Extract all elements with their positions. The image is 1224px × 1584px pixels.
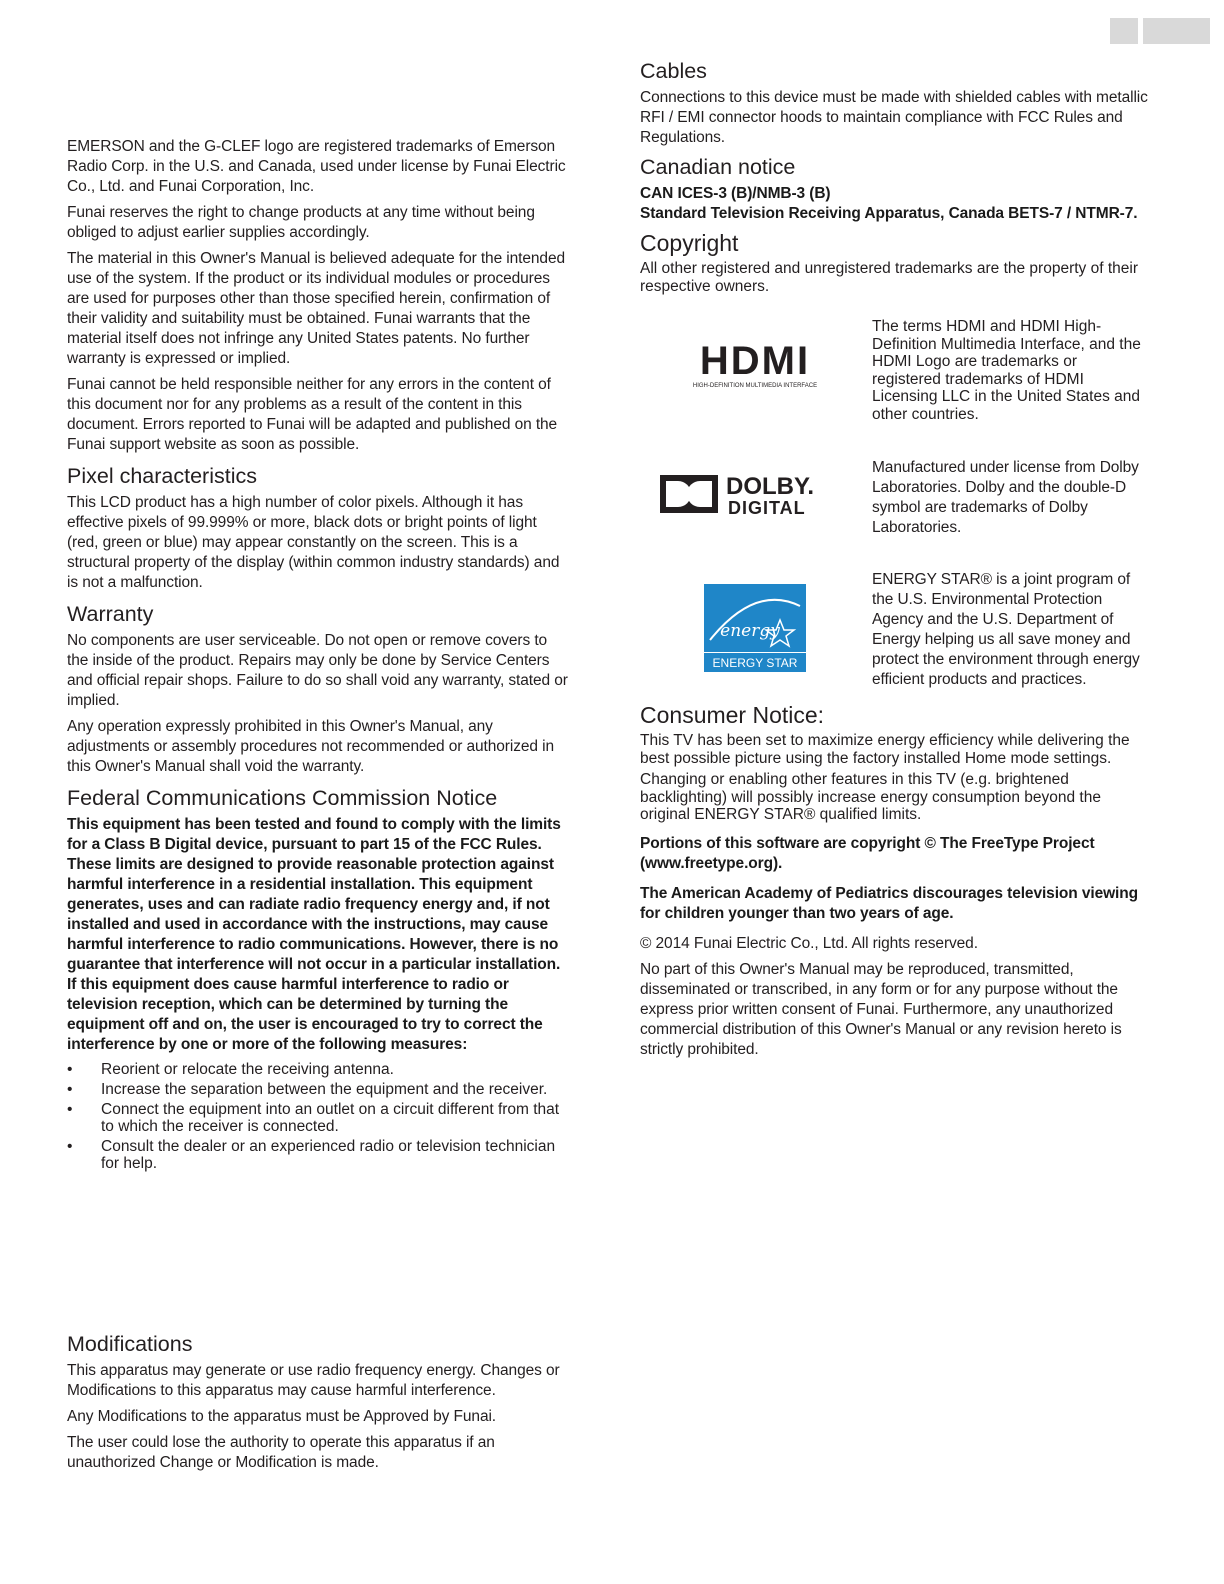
left-column: [67, 137, 572, 1175]
liability-paragraph: Funai cannot be held responsible neither for any errors in the content of this document nor for any problems as a result of the content in this document. Errors reported to Funai will be adapted and published on the Funai support website as soon as possible.: [67, 376, 558, 453]
copyright-paragraph: All other registered and unregistered trademarks are the property of their respective owners.: [640, 260, 1138, 295]
energy-star-icon: [700, 584, 810, 672]
dolby-logo: [640, 470, 870, 520]
material-paragraph: The material in this Owner's Manual is believed adequate for the intended use of the system. If the product or its individual modules or procedures are used for purposes other than those specified herein, confirmation of their validity and suitability must be obtained. Funai warrants that the material itself does not infringe any United States patents. No further warranty is expressed or implied.: [67, 250, 565, 367]
cables-paragraph: Connections to this device must be made with shielded cables with metallic RFI / EMI connector hoods to maintain compliance with FCC Rules and Regulations.: [640, 89, 1148, 146]
warranty-heading: Warranty: [67, 602, 154, 626]
previous-page-tab[interactable]: [1110, 18, 1138, 44]
dolby-block: [640, 458, 1150, 570]
modifications-heading: Modifications: [67, 1332, 193, 1356]
hdmi-logo-subtitle: HIGH-DEFINITION MULTIMEDIA INTERFACE: [692, 383, 818, 389]
right-column: [640, 58, 1150, 1066]
list-item: • Connect the equipment into an outlet on a circuit different from that to which the receiver is connected.: [67, 1101, 572, 1135]
dolby-trademark-text: Manufactured under license from Dolby Laboratories. Dolby and the double-D symbol are trademarks of Dolby Laboratories.: [872, 459, 1139, 536]
modifications-paragraph: This apparatus may generate or use radio frequency energy. Changes or Modifications to this apparatus may cause harmful interference.: [67, 1362, 560, 1399]
pixel-heading: Pixel characteristics: [67, 464, 257, 488]
hdmi-logo-icon: [665, 340, 845, 390]
canadian-heading: Canadian notice: [640, 155, 796, 179]
consumer-notice-heading: Consumer Notice:: [640, 702, 825, 728]
list-item: • Consult the dealer or an experienced radio or television technician for help.: [67, 1138, 572, 1172]
copyright-heading: Copyright: [640, 230, 739, 256]
freetype-notice: Portions of this software are copyright © The FreeType Project (www.freetype.org).: [640, 834, 1095, 872]
product-change-paragraph: Funai reserves the right to change products at any time without being obliged to adjust earlier supplies accordingly.: [67, 204, 535, 241]
dolby-logo-title: DOLBY.: [726, 473, 815, 500]
canadian-ices: CAN ICES-3 (B)/NMB-3 (B): [640, 185, 831, 202]
canadian-bets: Standard Television Receiving Apparatus, Canada BETS-7 / NTMR-7.: [640, 205, 1138, 222]
cables-heading: Cables: [640, 59, 707, 83]
hdmi-logo-text: HDMI: [699, 340, 811, 383]
energy-star-text: ENERGY STAR® is a joint program of the U.S. Environmental Protection Agency and the U.S. Department of Energy helping us all save money and protect the environment through energy efficient products and practices.: [872, 571, 1140, 688]
pixel-paragraph: This LCD product has a high number of color pixels. Although it has effective pixels of 99.999% or more, black dots or bright points of light (red, green or blue) may appear constantly on the screen. This is a structural property of the display (within common industry standards) and is not a malfunction.: [67, 494, 560, 591]
consumer-notice-backlight: Changing or enabling other features in this TV (e.g. brightened backlighting) will possibly increase energy consumption beyond the original ENERGY STAR® qualified limits.: [640, 771, 1101, 823]
energy-star-block: [640, 570, 1150, 702]
hdmi-logo: [640, 340, 870, 390]
energy-logo-label: ENERGY STAR: [712, 656, 798, 670]
dolby-logo-subtitle: DIGITAL: [728, 498, 806, 518]
energy-star-logo: [640, 584, 870, 672]
hdmi-trademark-text: The terms HDMI and HDMI High-Definition Multimedia Interface, and the HDMI Logo are trademarks or registered trademarks of HDMI Licensing LLC in the United States and other countries.: [872, 318, 1141, 423]
trademark-paragraph: EMERSON and the G-CLEF logo are registered trademarks of Emerson Radio Corp. in the U.S. and Canada, used under license by Funai Electric Co., Ltd. and Funai Corporation, Inc.: [67, 138, 566, 195]
modifications-section: [67, 1331, 572, 1479]
hdmi-block: [640, 318, 1150, 458]
modifications-approval: Any Modifications to the apparatus must be Approved by Funai.: [67, 1408, 497, 1425]
rights-reserved: © 2014 Funai Electric Co., Ltd. All rights reserved.: [640, 934, 978, 952]
fcc-measures-list: [67, 1061, 572, 1172]
warranty-paragraph: No components are user serviceable. Do not open or remove covers to the inside of the product. Repairs may only be done by Service Centers and official repair shops. Failure to do so shall void any warranty, stated or implied.: [67, 632, 568, 709]
reproduction-notice: No part of this Owner's Manual may be reproduced, transmitted, disseminated or transcribed, in any form or for any purpose without the express prior written consent of Funai. Furthermore, any unauthorized commercial distribution of this Owner's Manual or any revision hereto is strictly prohibited.: [640, 960, 1122, 1058]
list-item: • Increase the separation between the equipment and the receiver.: [67, 1081, 572, 1098]
energy-logo-script: energy: [720, 621, 780, 641]
list-item: • Reorient or relocate the receiving antenna.: [67, 1061, 572, 1078]
double-d-icon: [660, 470, 850, 520]
next-page-tab[interactable]: [1143, 18, 1210, 44]
warranty-void-paragraph: Any operation expressly prohibited in this Owner's Manual, any adjustments or assembly procedures not recommended or authorized in this Owner's Manual shall void the warranty.: [67, 718, 554, 775]
modifications-authority: The user could lose the authority to operate this apparatus if an unauthorized Change or Modification is made.: [67, 1434, 495, 1471]
consumer-notice-paragraph: This TV has been set to maximize energy efficiency while delivering the best possible picture using the factory installed Home mode settings.: [640, 732, 1130, 767]
fcc-heading: Federal Communications Commission Notice: [67, 786, 498, 810]
pediatrics-notice: The American Academy of Pediatrics discourages television viewing for children younger than two years of age.: [640, 884, 1138, 922]
fcc-paragraph: This equipment has been tested and found to comply with the limits for a Class B Digital device, pursuant to part 15 of the FCC Rules. These limits are designed to provide reasonable protection against harmful interference in a residential installation. This equipment generates, uses and can radiate radio frequency energy and, if not installed and used in accordance with the instructions, may cause harmful interference to radio communications. However, there is no guarantee that interference will not occur in a particular installation. If this equipment does cause harmful interference to radio or television reception, which can be determined by turning the equipment off and on, the user is encouraged to try to correct the interference by one or more of the following measures:: [67, 816, 561, 1053]
